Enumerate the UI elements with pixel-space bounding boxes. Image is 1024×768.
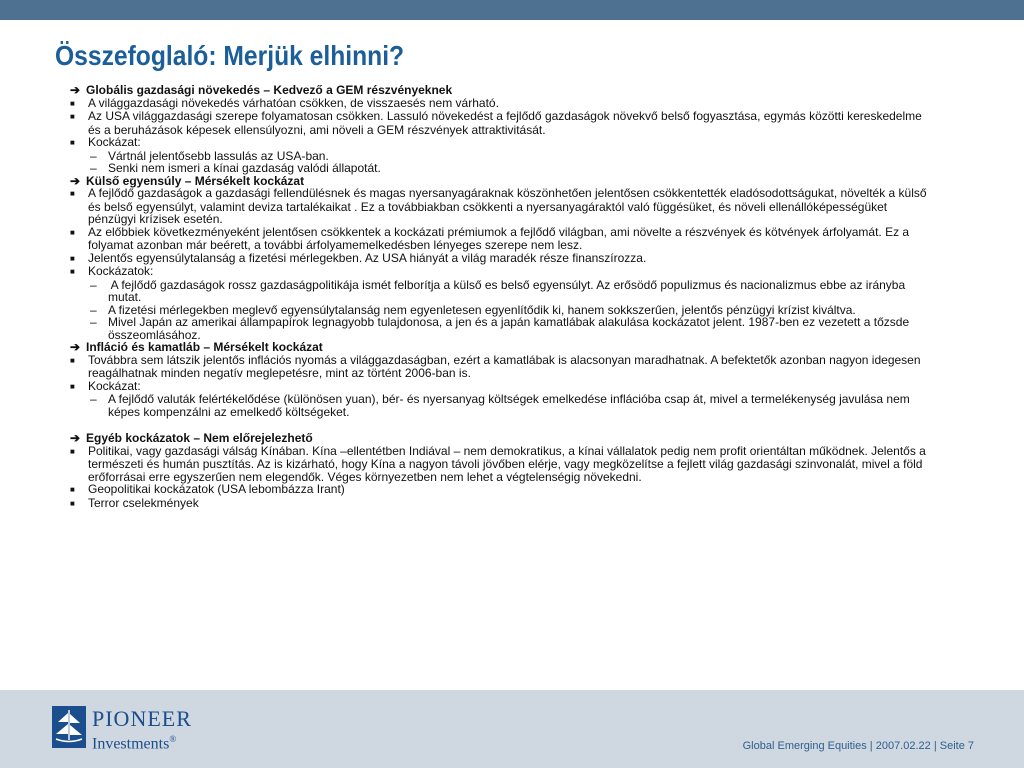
bullet-text: Terror cselekmények: [88, 495, 199, 510]
dash-text: Senki nem ismeri a kínai gazdaság valódi állapotát.: [108, 161, 381, 175]
bullet-text: Jelentős egyensúlytalanság a fizetési mérlegekben. Az USA hiányát a világ maradék része finanszírozza.: [88, 250, 647, 265]
dash-item: [70, 316, 930, 341]
bullet-text: A fejlődő gazdaságok a gazdasági fellendülésnek és magas nyersanyagáraknak köszönhetően jelentősen csökkentették eladósodottságukat, növelték a külső és belső egyensúlyt, valamint deviza tartalékaikat . Ez a továbbiakban csökkenti a nyersanyagáraktól való függésüket, és növeli ellenállóképességüket pénzügyi krízisek esetén.: [88, 186, 927, 226]
dash-marker: –: [90, 148, 97, 163]
bullet-text: Geopolitikai kockázatok (USA lebombázza Irant): [88, 482, 345, 496]
dash-item: [70, 279, 930, 304]
dash-text: Mivel Japán az amerikai állampapírok legnagyobb tulajdonosa, a jen és a japán kamatlábak alakulása kockázatot jelent. 1987-ben ez vezetett a tőzsde összeomlásához.: [108, 315, 910, 342]
square-bullet-icon: ■: [70, 189, 75, 198]
pioneer-logo: [52, 706, 242, 753]
bullet-item: [70, 187, 930, 226]
arrow-right-icon: ➔: [70, 83, 81, 97]
bullet-text: Továbbra sem látszik jelentős inflációs nyomás a világgazdaságban, ezért a kamatlábak is alacsonyan maradhatnak. A befektetők azonban nagyon idegesen reagálhatnak minden negatív meglepetésre, mint az történt 2006-ban is.: [88, 352, 921, 380]
dash-text: A fizetési mérlegekben meglevő egyensúlytalanság nem egyenletesen egyenlítődik ki, hanem sokkszerűen, jelentős pénzügyi krízist kiváltva.: [108, 302, 856, 317]
bullet-text: Az USA világgazdasági szerepe folyamatosan csökken. Lassuló növekedést a fejlődő gazdaságok növekvő belső fogyasztása, egymás közötti kereskedelme és a beruházások képesek ellensúlyozni, ami növeli a GEM részvények attraktivitását.: [88, 109, 922, 137]
section-heading-text: Infláció és kamatláb – Mérsékelt kockázat: [86, 340, 323, 354]
square-bullet-icon: ■: [70, 267, 75, 276]
bullet-item: [70, 110, 930, 136]
bullet-item: [70, 226, 930, 252]
spacer: [70, 418, 930, 432]
section-heading-text: Külső egyensúly – Mérsékelt kockázat: [86, 173, 305, 188]
bullet-item: [70, 497, 930, 511]
bullet-item: [70, 483, 930, 497]
page-title: Összefoglaló: Merjük elhinni?: [55, 40, 405, 71]
bullet-item: [70, 97, 930, 111]
square-bullet-icon: ■: [70, 253, 75, 263]
section-heading-text: Egyéb kockázatok – Nem előrejelezhető: [86, 431, 313, 445]
registered-mark: ®: [169, 734, 177, 744]
dash-text: Vártnál jelentősebb lassulás az USA-ban.: [108, 148, 329, 163]
dash-marker: –: [90, 277, 97, 292]
bullet-text: Kockázat:: [88, 135, 141, 149]
dash-text: A fejlődő valuták felértékelődése (különösen yuan), bér- és nyersanyag költségek emelkedése inflációba csap át, mivel a termelékenység javulása nem képes kompenzálni az emelkedő költségeket.: [108, 392, 910, 419]
square-bullet-icon: ■: [70, 112, 75, 121]
bullet-text: A világgazdasági növekedés várhatóan csökken, de visszaesés nem várható.: [88, 95, 499, 110]
logo-subline: [92, 731, 176, 752]
bullet-text: Kockázatok:: [88, 264, 154, 278]
square-bullet-icon: ■: [70, 485, 75, 494]
logo-wordmark: PIONEER: [92, 706, 192, 731]
square-bullet-icon: ■: [70, 98, 75, 108]
bullet-text: Az előbbiek következményeként jelentősen csökkentek a kockázati prémiumok a fejlődő világban, ami növelte a részvények és kötvények árfolyamát. Ez a folyamat azonban már beérett, a további árfolyamemelkedésben lényeges szerepe nem lesz.: [88, 224, 910, 252]
square-bullet-icon: ■: [70, 227, 75, 237]
bullet-item: [70, 265, 930, 279]
dash-marker: –: [90, 302, 97, 317]
dash-marker: –: [90, 392, 97, 406]
arrow-right-icon: ➔: [70, 173, 81, 188]
bullet-item: [70, 136, 930, 150]
dash-item: [70, 393, 930, 418]
dash-marker: –: [90, 315, 97, 329]
bullet-item: [70, 252, 930, 266]
sailing-ship-icon: [52, 706, 86, 748]
dash-marker: –: [90, 161, 97, 175]
logo-subline-text: Investments: [92, 735, 170, 753]
bullet-item: [70, 445, 930, 484]
arrow-right-icon: ➔: [70, 340, 81, 354]
arrow-right-icon: ➔: [70, 431, 81, 445]
square-bullet-icon: ■: [70, 381, 75, 391]
top-bar: [0, 0, 1024, 20]
section-heading-text: Globális gazdasági növekedés – Kedvező a GEM részvényeknek: [86, 83, 453, 97]
square-bullet-icon: ■: [70, 446, 75, 456]
dash-text: A fejlődő gazdaságok rossz gazdaságpolitikája ismét felborítja a külső es belső egyensúlyt. Az erősödő populizmus és nacionalizmus ebbe az irányba mutat.: [108, 277, 906, 304]
square-bullet-icon: ■: [70, 498, 75, 508]
bullet-text: Kockázat:: [88, 378, 141, 393]
square-bullet-icon: ■: [70, 138, 75, 147]
slide-content: [70, 84, 930, 510]
bullet-item: [70, 380, 930, 394]
square-bullet-icon: ■: [70, 355, 75, 365]
bullet-text: Politikai, vagy gazdasági válság Kínában. Kína –ellentétben Indiával – nem demokratikus, a kínai vállalatok pedig nem profit orientáltan működnek. Jelentős a természeti és humán pusztítás. Az is kizárható, hogy Kína a nagyon távoli jövőben elérje, vagy megközelítse a fejlett világ gazdasági szinvonalát, mivel a föld erőforrásai erre egyszerűen nem elegendők. Véges környezetben nem lehet a végtelenségig növekedni.: [88, 443, 926, 484]
footer-text: Global Emerging Equities | 2007.02.22 | Seite 7: [742, 740, 974, 752]
bullet-item: [70, 354, 930, 380]
